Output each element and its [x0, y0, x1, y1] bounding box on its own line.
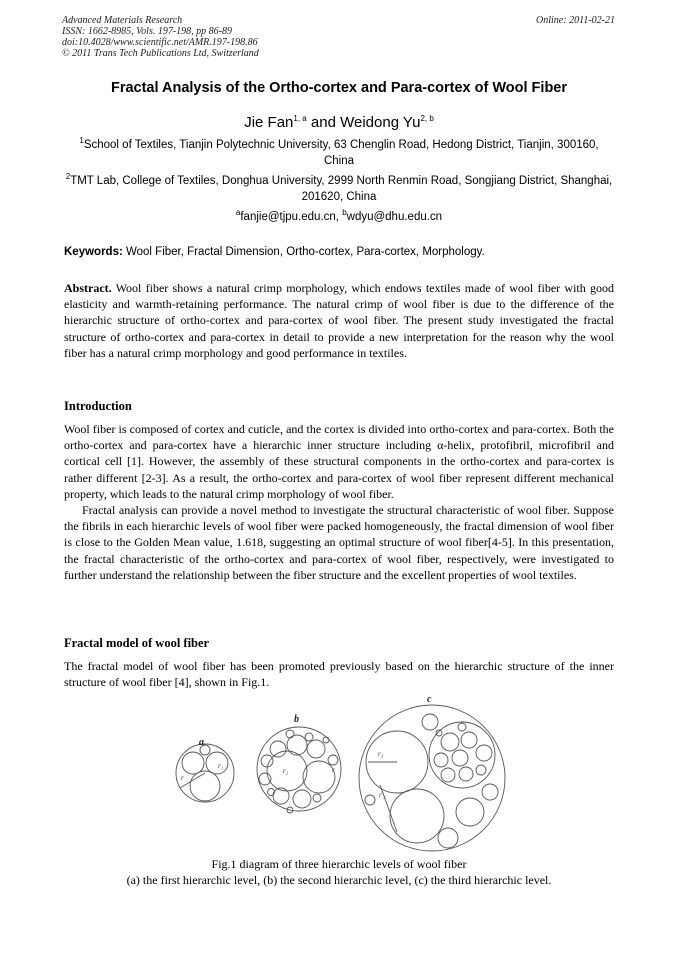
fig-c-sub-circle	[476, 765, 486, 775]
author-2-sup: 2, b	[420, 114, 434, 123]
introduction-paragraph-1: Wool fiber is composed of cortex and cuticle, and the cortex is divided into ortho-cortex and para-cortex. Both the ortho-cortex and para-cortex have a hierarchic inner structure including α-helix, protofibril, microfibril and cortical cell [1]. However, the assembly of these structural components in the ortho-cortex and para-cortex is rather different [2-3]. As a result, the ortho-cortex and para-cortex of wool fiber represent different mechanical property, which leads to the natural crimp morphology of wool fiber.	[64, 422, 614, 501]
fig-b-outer-circle	[257, 727, 341, 811]
fig-b-inner-circle	[268, 789, 275, 796]
fig-b-inner-circle	[270, 741, 286, 757]
fig-c-sub-circle	[459, 767, 473, 781]
fig-b-inner-circle	[323, 737, 329, 743]
copyright-line: © 2011 Trans Tech Publications Ltd, Switzerland	[62, 48, 259, 59]
fig-a-label-r: r	[181, 774, 184, 782]
affiliation-1-text: School of Textiles, Tianjin Polytechnic University, 63 Chenglin Road, Hedong District, Tianjin, 300160, China	[83, 139, 599, 167]
figure-caption-line-1: Fig.1 diagram of three hierarchic levels of wool fiber	[211, 857, 467, 871]
fig-c-sub-circle	[441, 768, 455, 782]
fig-label-c: c	[427, 694, 432, 705]
keywords-label: Keywords:	[64, 246, 123, 258]
email-a-sup: a	[235, 208, 241, 218]
email-b[interactable]: wdyu@dhu.edu.cn	[346, 211, 443, 223]
fig-c-sub-circle	[458, 723, 466, 731]
doi-line[interactable]: doi:10.4028/www.scientific.net/AMR.197-198.86	[62, 37, 258, 48]
fig-a-inner-circle	[182, 752, 204, 774]
fig-b-inner-circle	[293, 790, 311, 808]
fig-b-inner-circle	[259, 773, 271, 785]
fig-c-sub-circle	[434, 753, 448, 767]
paper-title: Fractal Analysis of the Ortho-cortex and Para-cortex of Wool Fiber	[110, 80, 568, 96]
fig-label-b: b	[294, 714, 299, 725]
email-a[interactable]: fanjie@tjpu.edu.cn,	[240, 211, 343, 223]
fig-b-inner-circle	[328, 755, 338, 765]
figure-caption-line-2: (a) the first hierarchic level, (b) the second hierarchic level, (c) the third hierarchic level.	[126, 873, 552, 887]
introduction-heading: Introduction	[64, 399, 132, 413]
fig-b-label-r2: r₂	[283, 767, 289, 775]
fig-b-inner-circle	[261, 755, 273, 767]
figure-caption	[0, 856, 678, 888]
issn-line: ISSN: 1662-8985, Vols. 197-198, pp 86-89	[62, 26, 232, 37]
fig-c-sub-circle	[441, 733, 459, 751]
journal-name: Advanced Materials Research	[62, 15, 183, 26]
affiliation-2-text: TMT Lab, College of Textiles, Donghua University, 2999 North Renmin Road, Songjiang District, Shanghai, 201620, China	[70, 175, 613, 203]
fig-b-inner-circle	[313, 794, 321, 802]
abstract-label: Abstract.	[64, 281, 112, 295]
fig-b-inner-circle	[303, 761, 335, 793]
fig-c-sub-circle	[452, 750, 468, 766]
fig-c-inner-circle	[365, 795, 375, 805]
fig-a-label-r1: r₁	[218, 762, 224, 770]
fig-c-label-r2: r₂	[378, 750, 384, 758]
fig-b-inner-circle	[305, 733, 313, 741]
introduction-paragraph-2: Fractal analysis can provide a novel method to investigate the structural characteristic of wool fiber. Suppose the fibrils in each hierarchic levels of wool fiber were packed homogeneously, the fractal dimension of wool fiber is close to the Golden Mean value, 1.618, suggesting an optimal structure of wool fiber[4-5]. In this presentation, the fractal characteristic of the ortho-cortex and para-cortex of wool fiber, respectively, were investigated to further understand the relationship between the fiber structure and the excellent properties of wool textiles.	[64, 503, 614, 582]
fig-a-radius-line	[180, 773, 205, 788]
fig-c-outer-circle	[359, 705, 505, 851]
author-and: and	[306, 114, 341, 131]
keywords-text: Wool Fiber, Fractal Dimension, Ortho-cortex, Para-cortex, Morphology.	[122, 246, 485, 258]
fig-b-inner-circle	[307, 740, 325, 758]
fig-c-inner-circle	[390, 789, 444, 843]
fig-label-a: a	[199, 737, 204, 748]
fig-a-inner-circle	[206, 752, 228, 774]
author-2: Weidong Yu	[340, 114, 421, 131]
fig-c-inner-circle	[438, 828, 458, 848]
author-1-sup: 1, a	[293, 114, 307, 123]
online-date: Online: 2011-02-21	[536, 15, 615, 26]
author-1: Jie Fan	[244, 114, 294, 131]
fig-c-cluster-circle	[429, 722, 495, 788]
affiliation-1-sup: 1	[79, 136, 84, 146]
fig-c-label-rp2: r'₂	[379, 791, 386, 799]
affiliation-2-sup: 2	[65, 172, 71, 182]
model-heading: Fractal model of wool fiber	[64, 636, 210, 650]
fig-c-inner-circle	[456, 798, 484, 826]
fig-b-label-r: r	[332, 766, 335, 774]
fig-c-inner-circle	[422, 714, 438, 730]
fig-c-sub-circle	[461, 732, 477, 748]
fig-b-inner-circle	[286, 730, 294, 738]
model-paragraph-1: The fractal model of wool fiber has been promoted previously based on the hierarchic structure of the inner structure of wool fiber [4], shown in Fig.1.	[64, 659, 614, 690]
fig-a-inner-circle	[190, 771, 220, 801]
email-b-sup: b	[342, 208, 347, 218]
abstract-text: Wool fiber shows a natural crimp morphology, which endows textiles made of wool fiber with good elasticity and warmth-retaining performance. The natural crimp of wool fiber is due to the difference of the hierarchic structure of ortho-cortex and para-cortex of wool fiber. The present study investigated the fractal structure of ortho-cortex and para-cortex in detail to provide a new interpretation for the reason why the wool fiber has a natural crimp morphology and good performance in textiles.	[64, 281, 614, 360]
fig-c-inner-circle	[482, 784, 498, 800]
fig-c-sub-circle	[476, 745, 492, 761]
